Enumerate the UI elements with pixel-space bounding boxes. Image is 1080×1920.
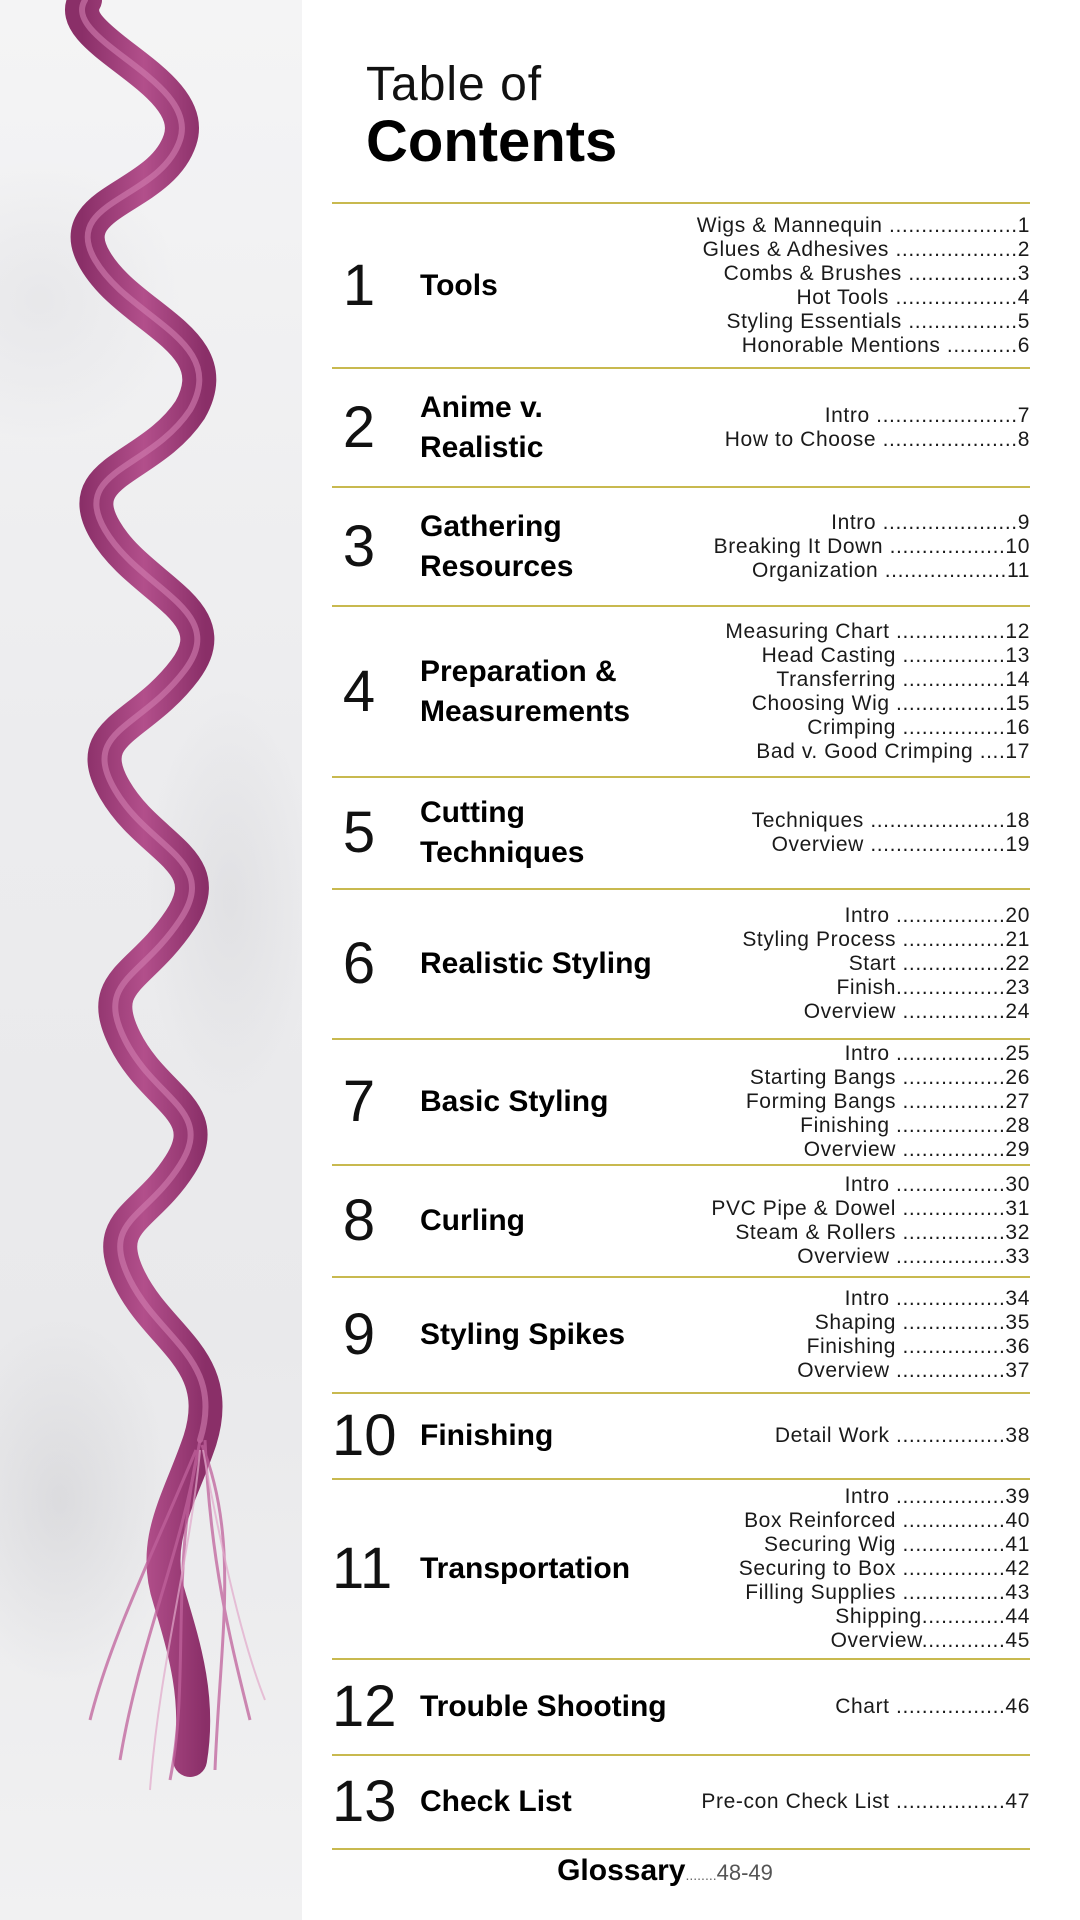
toc-entry[interactable]: Forming Bangs ................27	[745, 1090, 1030, 1113]
section-entries	[752, 809, 1030, 857]
section-number: 4	[342, 658, 376, 724]
toc-entry[interactable]: Measuring Chart .................12	[725, 619, 1030, 643]
toc-title	[366, 58, 617, 172]
glossary-entry[interactable]	[0, 1854, 1080, 1888]
section-number: 10	[332, 1403, 397, 1468]
section-entries	[739, 1485, 1030, 1653]
section-title: Tools	[420, 268, 498, 302]
section-title: Finishing	[420, 1419, 554, 1452]
toc-entry[interactable]: PVC Pipe & Dowel ................31	[711, 1197, 1030, 1220]
toc-entry[interactable]: Finishing ................36	[806, 1335, 1030, 1358]
section-number: 7	[342, 1069, 376, 1134]
glossary-pages: 48-49	[716, 1860, 773, 1885]
section-number: 11	[332, 1536, 393, 1601]
toc-section-3[interactable]	[332, 486, 1030, 605]
section-number: 1	[342, 252, 376, 318]
section-entries	[697, 214, 1030, 358]
toc-entry[interactable]: Honorable Mentions ...........6	[741, 333, 1030, 357]
section-number: 12	[332, 1674, 397, 1739]
toc-entry[interactable]: Shaping ................35	[814, 1311, 1030, 1334]
section-title: Check List	[420, 1785, 572, 1818]
toc-entry[interactable]: How to Choose .....................8	[724, 427, 1030, 451]
toc-section-11[interactable]	[332, 1478, 1030, 1658]
toc-entry[interactable]: Techniques .....................18	[751, 809, 1030, 832]
toc-entry[interactable]: Intro .................20	[844, 904, 1030, 927]
toc-entry[interactable]: Overview .................37	[797, 1359, 1030, 1382]
toc-entry[interactable]: Organization ...................11	[752, 558, 1030, 582]
toc-entry[interactable]: Overview .....................19	[771, 833, 1030, 856]
toc-entry[interactable]: Glues & Adhesives ...................2	[702, 237, 1030, 261]
toc-entry[interactable]: Securing Wig ................41	[763, 1533, 1030, 1556]
section-entries	[725, 620, 1030, 764]
toc-section-2[interactable]	[332, 367, 1030, 486]
toc-entry[interactable]: Head Casting ................13	[761, 643, 1030, 667]
section-title: Anime v. Realistic	[420, 390, 544, 464]
toc-entry[interactable]: Overview .................33	[797, 1245, 1030, 1268]
toc-entry[interactable]: Overview.............45	[830, 1629, 1030, 1652]
toc-section-9[interactable]	[332, 1276, 1030, 1392]
toc-section-12[interactable]	[332, 1658, 1030, 1754]
glossary-label: Glossary	[557, 1854, 686, 1887]
section-number: 13	[332, 1769, 397, 1834]
toc-section-6[interactable]	[332, 888, 1030, 1038]
toc-entry[interactable]: Combs & Brushes .................3	[723, 261, 1030, 285]
section-entries	[725, 404, 1030, 452]
section-title: Trouble Shooting	[420, 1690, 667, 1723]
section-entries	[746, 1042, 1030, 1162]
toc-entry[interactable]: Crimping ................16	[807, 715, 1030, 739]
toc-entry[interactable]: Bad v. Good Crimping ....17	[756, 739, 1030, 763]
toc-section-4[interactable]	[332, 605, 1030, 776]
toc-entry[interactable]: Transferring ................14	[776, 667, 1030, 691]
title-line-1: Table of	[366, 58, 543, 111]
title-line-2: Contents	[366, 109, 618, 174]
toc-entry[interactable]: Overview ................24	[803, 1000, 1030, 1023]
toc-entry[interactable]: Shipping.............44	[835, 1605, 1030, 1628]
section-number: 3	[342, 513, 376, 579]
curly-hair-illustration	[0, 0, 302, 1920]
toc-entry[interactable]: Intro ......................7	[824, 403, 1030, 427]
toc-section-13[interactable]	[332, 1754, 1030, 1850]
toc-section-10[interactable]	[332, 1392, 1030, 1478]
toc-entry[interactable]: Finish.................23	[836, 976, 1030, 999]
toc-section-5[interactable]	[332, 776, 1030, 888]
toc-entry[interactable]: Wigs & Mannequin ....................1	[696, 213, 1030, 237]
toc-list	[332, 202, 1030, 1850]
toc-entry[interactable]: Breaking It Down ..................10	[713, 534, 1030, 558]
section-number: 9	[342, 1302, 376, 1367]
section-number: 8	[342, 1188, 376, 1253]
toc-entry[interactable]: Finishing .................28	[800, 1114, 1030, 1137]
toc-entry[interactable]: Securing to Box ................42	[738, 1557, 1030, 1580]
toc-entry[interactable]: Styling Process ................21	[742, 928, 1030, 951]
glossary-dots: ........	[685, 1867, 717, 1883]
section-title: Cutting Techniques	[420, 796, 585, 869]
toc-entry[interactable]: Choosing Wig .................15	[751, 691, 1030, 715]
toc-entry[interactable]: Pre-con Check List .................47	[701, 1790, 1030, 1813]
toc-entry[interactable]: Intro .....................9	[831, 510, 1030, 534]
section-number: 5	[342, 800, 376, 865]
toc-entry[interactable]: Box Reinforced ................40	[744, 1509, 1030, 1532]
section-title: Gathering Resources	[420, 509, 574, 583]
section-entries	[701, 1790, 1030, 1814]
toc-entry[interactable]: Overview ................29	[803, 1138, 1030, 1161]
section-title: Curling	[420, 1204, 525, 1237]
toc-entry[interactable]: Styling Essentials .................5	[726, 309, 1030, 333]
toc-entry[interactable]: Detail Work .................38	[774, 1424, 1030, 1447]
section-title: Preparation & Measurements	[420, 654, 631, 728]
toc-entry[interactable]: Intro .................34	[844, 1287, 1030, 1310]
section-title: Basic Styling	[420, 1085, 609, 1118]
toc-section-8[interactable]	[332, 1164, 1030, 1276]
toc-entry[interactable]: Intro .................30	[844, 1173, 1030, 1196]
section-entries	[742, 904, 1030, 1024]
toc-section-7[interactable]	[332, 1038, 1030, 1164]
section-entries	[797, 1287, 1030, 1383]
toc-entry[interactable]: Start ................22	[848, 952, 1030, 975]
section-title: Realistic Styling	[420, 947, 652, 980]
toc-section-1[interactable]	[332, 202, 1030, 367]
toc-entry[interactable]: Intro .................39	[844, 1485, 1030, 1508]
toc-entry[interactable]: Chart .................46	[835, 1695, 1030, 1718]
toc-entry[interactable]: Hot Tools ...................4	[796, 285, 1030, 309]
hair-photo	[0, 0, 302, 1920]
section-entries	[775, 1424, 1030, 1448]
toc-entry[interactable]: Steam & Rollers ................32	[735, 1221, 1030, 1244]
section-entries	[714, 511, 1030, 583]
section-title: Styling Spikes	[420, 1318, 626, 1351]
toc-entry[interactable]: Starting Bangs ................26	[749, 1066, 1030, 1089]
section-entries	[711, 1173, 1030, 1269]
section-entries	[835, 1695, 1030, 1719]
section-number: 2	[342, 394, 376, 460]
section-number: 6	[342, 931, 376, 996]
toc-entry[interactable]: Intro .................25	[844, 1042, 1030, 1065]
toc-entry[interactable]: Filling Supplies ................43	[745, 1581, 1030, 1604]
section-title: Transportation	[420, 1552, 631, 1585]
